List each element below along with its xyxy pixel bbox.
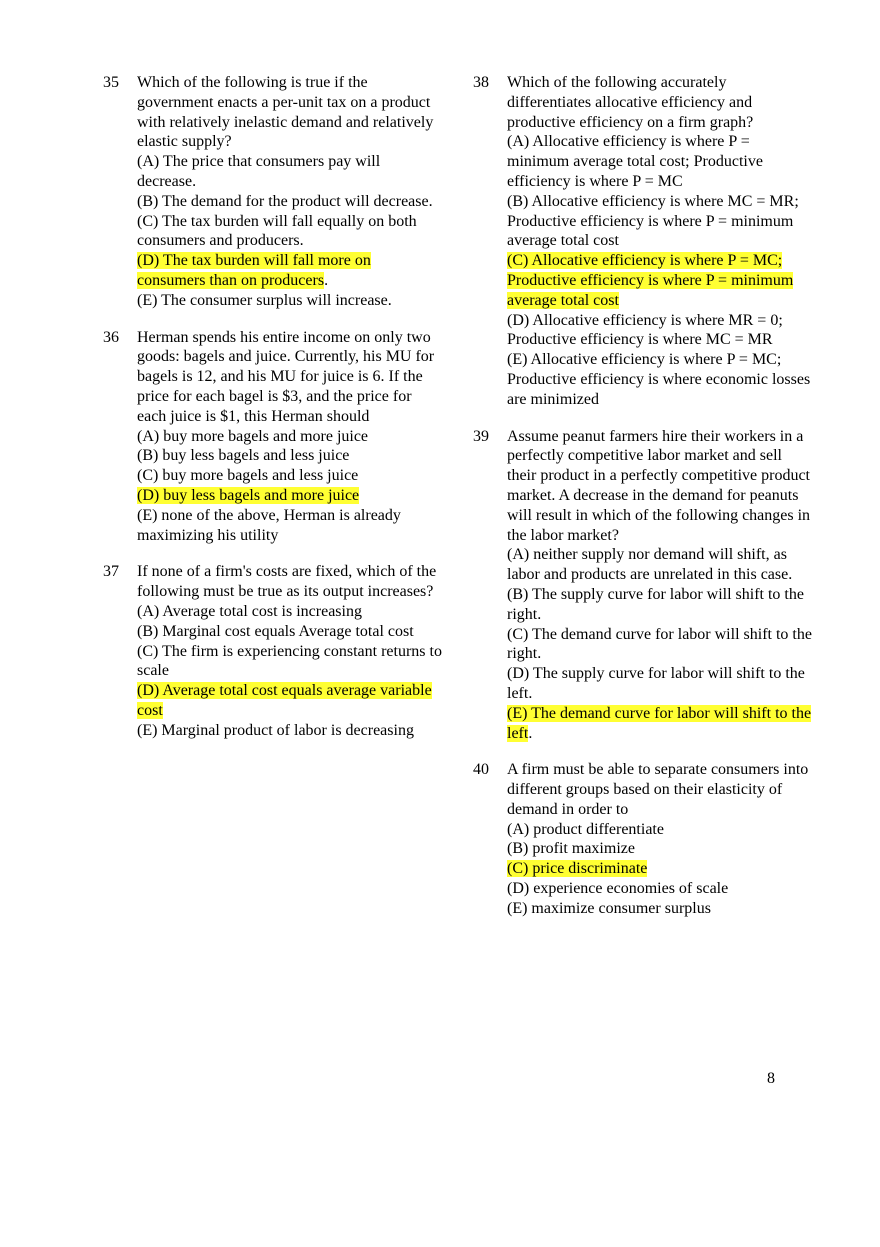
option-c-answer [507,251,812,310]
page-number: 8 [767,1070,775,1087]
option-a: (A) neither supply nor demand will shift, as labor and products are unrelated in this case. [507,546,793,584]
option-e: (E) none of the above, Herman is already maximizing his utility [137,506,401,544]
option-d-answer [137,486,442,506]
option-b: (B) The demand for the product will decrease. [137,192,433,210]
question-stem: Which of the following is true if the government enacts a per-unit tax on a product with relatively inelastic demand and relatively elastic supply? [137,74,434,151]
right-column [473,73,818,919]
option-c-answer [507,859,812,879]
option-e: (E) The consumer surplus will increase. [137,291,392,309]
option-c: (C) The tax burden will fall equally on both consumers and producers. [137,212,417,250]
question-37 [103,562,448,740]
option-a: (A) product differentiate [507,820,664,838]
option-b: (B) Allocative efficiency is where MC = MR; Productive efficiency is where P = minimum average total cost [507,192,799,250]
answer-highlight: (D) buy less bagels and more juice [137,486,360,504]
option-a: (A) Average total cost is increasing [137,602,362,620]
option-c: (C) The demand curve for labor will shift to the right. [507,625,812,663]
question-stem: Which of the following accurately differentiates allocative efficiency and productive efficiency on a firm graph? [507,74,754,131]
option-c: (C) buy more bagels and less juice [137,467,359,485]
question-38 [473,73,818,410]
question-35 [103,73,448,311]
question-stem: A firm must be able to separate consumers into different groups based on their elasticity of demand in order to [507,761,809,818]
question-number: 40 [473,761,489,779]
answer-highlight: (D) Average total cost equals average variable cost [137,682,432,719]
option-d-answer: (D) The tax burden will fall more on consumers than on producers. [137,252,371,289]
question-number: 37 [103,563,119,581]
option-d: (D) Allocative efficiency is where MR = 0; Productive efficiency is where MC = MR [507,311,783,349]
question-number: 39 [473,427,489,445]
answer-highlight: (C) Allocative efficiency is where P = MC; Productive efficiency is where P = minimum average total cost [507,252,794,309]
option-e: (E) Allocative efficiency is where P = MC; Productive efficiency is where economic losses are minimized [507,351,811,408]
option-e: (E) maximize consumer surplus [507,899,711,917]
option-c: (C) The firm is experiencing constant returns to scale [137,642,442,680]
option-b: (B) profit maximize [507,840,635,858]
answer-highlight: (E) The demand curve for labor will shift to the left [507,704,812,742]
option-a: (A) The price that consumers pay will decrease. [137,153,381,190]
option-a: (A) buy more bagels and more juice [137,427,369,445]
option-e: (E) Marginal product of labor is decreasing [137,721,414,739]
option-d: (D) The supply curve for labor will shift to the left. [507,665,805,702]
question-stem: Assume peanut farmers hire their workers in a perfectly competitive labor market and sell their product in a perfectly competitive product market. A decrease in the demand for peanuts will result in which of the following changes in the labor market? [507,427,811,544]
question-36 [103,328,448,546]
answer-highlight: (D) The tax burden will fall more on consumers than on producers [137,252,371,289]
question-40 [473,760,818,918]
option-a: (A) Allocative efficiency is where P = minimum average total cost; Productive efficiency is where P = MC [507,133,763,190]
option-b: (B) buy less bagels and less juice [137,447,350,465]
option-d: (D) experience economies of scale [507,880,729,898]
question-stem: If none of a firm's costs are fixed, which of the following must be true as its output increases? [137,563,437,601]
question-number: 35 [103,74,119,91]
left-column [103,73,448,741]
option-b: (B) Marginal cost equals Average total cost [137,622,414,640]
option-b: (B) The supply curve for labor will shift to the right. [507,585,804,623]
answer-highlight: (C) price discriminate [507,860,648,878]
question-number: 38 [473,74,489,91]
option-d-answer [137,681,442,721]
question-39 [473,427,818,744]
option-e-answer: (E) The demand curve for labor will shift to the left. [507,704,812,742]
question-number: 36 [103,328,119,346]
question-stem: Herman spends his entire income on only two goods: bagels and juice. Currently, his MU for bagels is 12, and his MU for juice is 6. If the price for each bagel is $3, and the price for each juice is $1, this Herman should [137,328,435,425]
